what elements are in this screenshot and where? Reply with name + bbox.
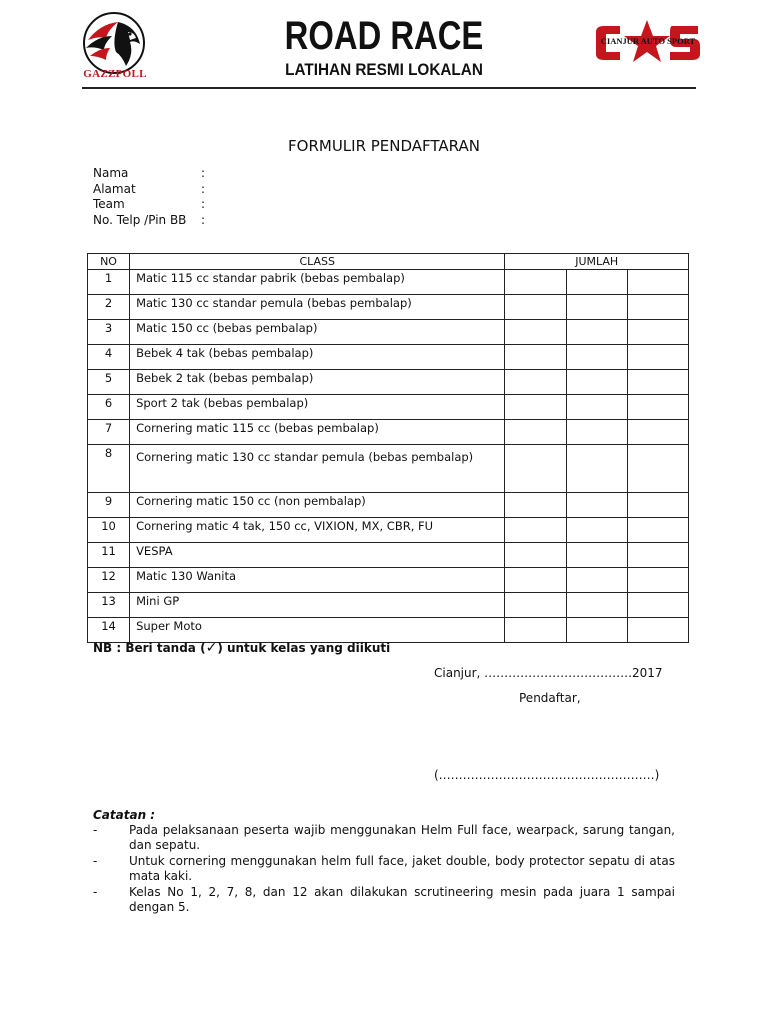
jumlah-cell[interactable] — [566, 320, 627, 345]
jumlah-cell[interactable] — [566, 295, 627, 320]
row-number: 5 — [88, 370, 130, 395]
table-row — [88, 270, 689, 295]
note-item — [93, 854, 675, 884]
field-separator: : — [201, 182, 206, 196]
jumlah-cell[interactable] — [627, 543, 688, 568]
jumlah-cell[interactable] — [505, 345, 566, 370]
jumlah-cell[interactable] — [505, 518, 566, 543]
jumlah-cell[interactable] — [566, 593, 627, 618]
jumlah-cell[interactable] — [627, 320, 688, 345]
row-number: 11 — [88, 543, 130, 568]
table-body — [88, 270, 689, 643]
row-class: Matic 130 cc standar pemula (bebas pembalap) — [130, 295, 505, 320]
jumlah-cell[interactable] — [627, 493, 688, 518]
jumlah-cell[interactable] — [505, 593, 566, 618]
row-number: 12 — [88, 568, 130, 593]
jumlah-cell[interactable] — [627, 395, 688, 420]
jumlah-cell[interactable] — [566, 345, 627, 370]
note-item — [93, 823, 675, 853]
jumlah-cell[interactable] — [505, 320, 566, 345]
table-row — [88, 395, 689, 420]
table-row — [88, 618, 689, 643]
table-header-row — [88, 254, 689, 270]
nb-note — [93, 640, 390, 656]
row-class: Matic 150 cc (bebas pembalap) — [130, 320, 505, 345]
table-row — [88, 420, 689, 445]
row-number: 9 — [88, 493, 130, 518]
page-subtitle: LATIHAN RESMI LOKALAN — [285, 60, 483, 79]
row-number: 6 — [88, 395, 130, 420]
note-text: Pada pelaksanaan peserta wajib menggunakan Helm Full face, wearpack, sarung tangan, dan sepatu. — [129, 823, 675, 852]
class-table — [87, 253, 689, 643]
place-date: Cianjur, ……………………………….2017 — [434, 666, 663, 680]
field-separator: : — [201, 197, 206, 211]
note-bullet: - — [93, 823, 98, 837]
jumlah-cell[interactable] — [627, 295, 688, 320]
field-label: Nama — [93, 166, 129, 180]
row-class: Matic 130 Wanita — [130, 568, 505, 593]
table-row — [88, 493, 689, 518]
table-row — [88, 518, 689, 543]
table-row — [88, 320, 689, 345]
jumlah-cell[interactable] — [627, 420, 688, 445]
jumlah-cell[interactable] — [566, 493, 627, 518]
row-class: Bebek 2 tak (bebas pembalap) — [130, 370, 505, 395]
field-phone — [93, 213, 205, 228]
jumlah-cell[interactable] — [505, 618, 566, 643]
cas-logo-text: CIANJUR AUTO SPORT — [600, 36, 696, 46]
row-class: Cornering matic 150 cc (non pembalap) — [130, 493, 505, 518]
nb-text-after: ) untuk kelas yang diikuti — [217, 641, 391, 655]
row-class: Sport 2 tak (bebas pembalap) — [130, 395, 505, 420]
field-alamat — [93, 182, 205, 197]
row-class: VESPA — [130, 543, 505, 568]
row-class: Mini GP — [130, 593, 505, 618]
jumlah-cell[interactable] — [566, 270, 627, 295]
row-number: 10 — [88, 518, 130, 543]
jumlah-cell[interactable] — [505, 295, 566, 320]
table-row — [88, 593, 689, 618]
row-number: 3 — [88, 320, 130, 345]
row-class: Matic 115 cc standar pabrik (bebas pembalap) — [130, 270, 505, 295]
field-team — [93, 197, 205, 212]
jumlah-cell[interactable] — [627, 618, 688, 643]
jumlah-cell[interactable] — [566, 420, 627, 445]
row-class: Super Moto — [130, 618, 505, 643]
row-number: 7 — [88, 420, 130, 445]
table-row — [88, 295, 689, 320]
field-label: Alamat — [93, 182, 136, 196]
note-bullet: - — [93, 854, 98, 868]
header-jumlah: JUMLAH — [505, 254, 689, 270]
jumlah-cell[interactable] — [505, 420, 566, 445]
table-row — [88, 345, 689, 370]
field-nama — [93, 166, 205, 181]
jumlah-cell[interactable] — [627, 568, 688, 593]
header-divider — [82, 87, 696, 89]
row-number: 13 — [88, 593, 130, 618]
field-label: Team — [93, 197, 125, 211]
header-class: CLASS — [130, 254, 505, 270]
note-bullet: - — [93, 885, 98, 899]
jumlah-cell[interactable] — [505, 445, 566, 493]
checkmark-icon: ✓ — [205, 640, 218, 656]
nb-text-before: NB : Beri tanda ( — [93, 641, 206, 655]
row-class: Cornering matic 115 cc (bebas pembalap) — [130, 420, 505, 445]
row-number: 1 — [88, 270, 130, 295]
jumlah-cell[interactable] — [505, 568, 566, 593]
row-class: Bebek 4 tak (bebas pembalap) — [130, 345, 505, 370]
notes-title: Catatan : — [93, 808, 156, 822]
field-label: No. Telp /Pin BB — [93, 213, 187, 227]
header-no: NO — [88, 254, 130, 270]
jumlah-cell[interactable] — [566, 543, 627, 568]
signature-line: (………………………………………………) — [434, 768, 660, 782]
page-title: ROAD RACE — [284, 14, 484, 58]
jumlah-cell[interactable] — [566, 518, 627, 543]
jumlah-cell[interactable] — [566, 618, 627, 643]
jumlah-cell[interactable] — [505, 270, 566, 295]
table-row — [88, 370, 689, 395]
jumlah-cell[interactable] — [566, 445, 627, 493]
field-separator: : — [201, 213, 206, 227]
jumlah-cell[interactable] — [566, 395, 627, 420]
jumlah-cell[interactable] — [566, 568, 627, 593]
row-class: Cornering matic 130 cc standar pemula (bebas pembalap) — [130, 445, 505, 493]
gazzpoll-logo-text: GAZZPOLL — [83, 68, 147, 80]
jumlah-cell[interactable] — [627, 518, 688, 543]
row-number: 2 — [88, 295, 130, 320]
signer-label: Pendaftar, — [519, 691, 581, 705]
jumlah-cell[interactable] — [627, 270, 688, 295]
jumlah-cell[interactable] — [505, 370, 566, 395]
row-number: 14 — [88, 618, 130, 643]
row-number: 4 — [88, 345, 130, 370]
field-separator: : — [201, 166, 206, 180]
jumlah-cell[interactable] — [505, 493, 566, 518]
note-text: Kelas No 1, 2, 7, 8, dan 12 akan dilakukan scrutineering mesin pada juara 1 sampai dengan 5. — [129, 885, 675, 914]
row-number: 8 — [88, 445, 130, 493]
table-row — [88, 543, 689, 568]
jumlah-cell[interactable] — [627, 370, 688, 395]
table-row — [88, 445, 689, 493]
table-row — [88, 568, 689, 593]
jumlah-cell[interactable] — [505, 543, 566, 568]
jumlah-cell[interactable] — [505, 395, 566, 420]
note-item — [93, 885, 675, 915]
row-class: Cornering matic 4 tak, 150 cc, VIXION, MX, CBR, FU — [130, 518, 505, 543]
jumlah-cell[interactable] — [627, 593, 688, 618]
note-text: Untuk cornering menggunakan helm full face, jaket double, body protector sepatu di atas mata kaki. — [129, 854, 675, 883]
form-title: FORMULIR PENDAFTARAN — [288, 137, 480, 155]
jumlah-cell[interactable] — [566, 370, 627, 395]
jumlah-cell[interactable] — [627, 445, 688, 493]
jumlah-cell[interactable] — [627, 345, 688, 370]
